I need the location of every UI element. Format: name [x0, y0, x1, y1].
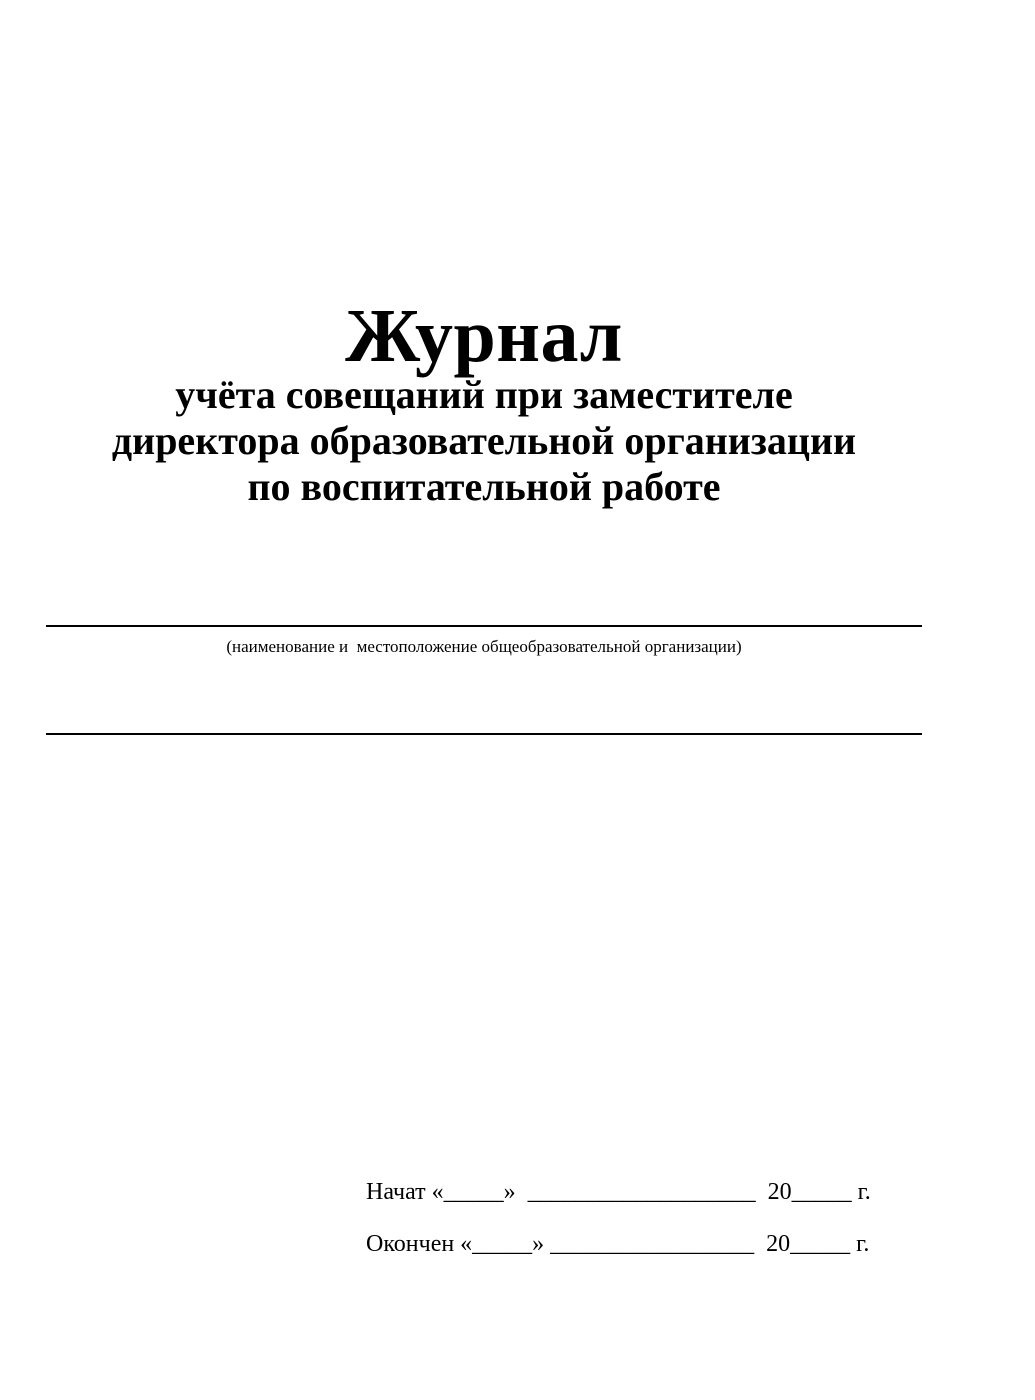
end-date-line: Окончен «_____» _________________ 20_____ г.: [366, 1231, 870, 1257]
journal-title: Журнал: [345, 294, 623, 378]
start-date-line: Начат «_____» ___________________ 20_____ г.: [366, 1179, 871, 1205]
subtitle-line: директора образовательной организации: [111, 418, 857, 463]
organization-location-line: [46, 733, 922, 735]
organization-name-line: [46, 625, 922, 627]
subtitle-line: по воспитательной работе: [247, 464, 721, 509]
subtitle-line: учёта совещаний при заместителе: [175, 372, 793, 417]
journal-subtitle: [0, 372, 968, 510]
organization-caption: (наименование и местоположение общеобразовательной организации): [226, 637, 742, 656]
